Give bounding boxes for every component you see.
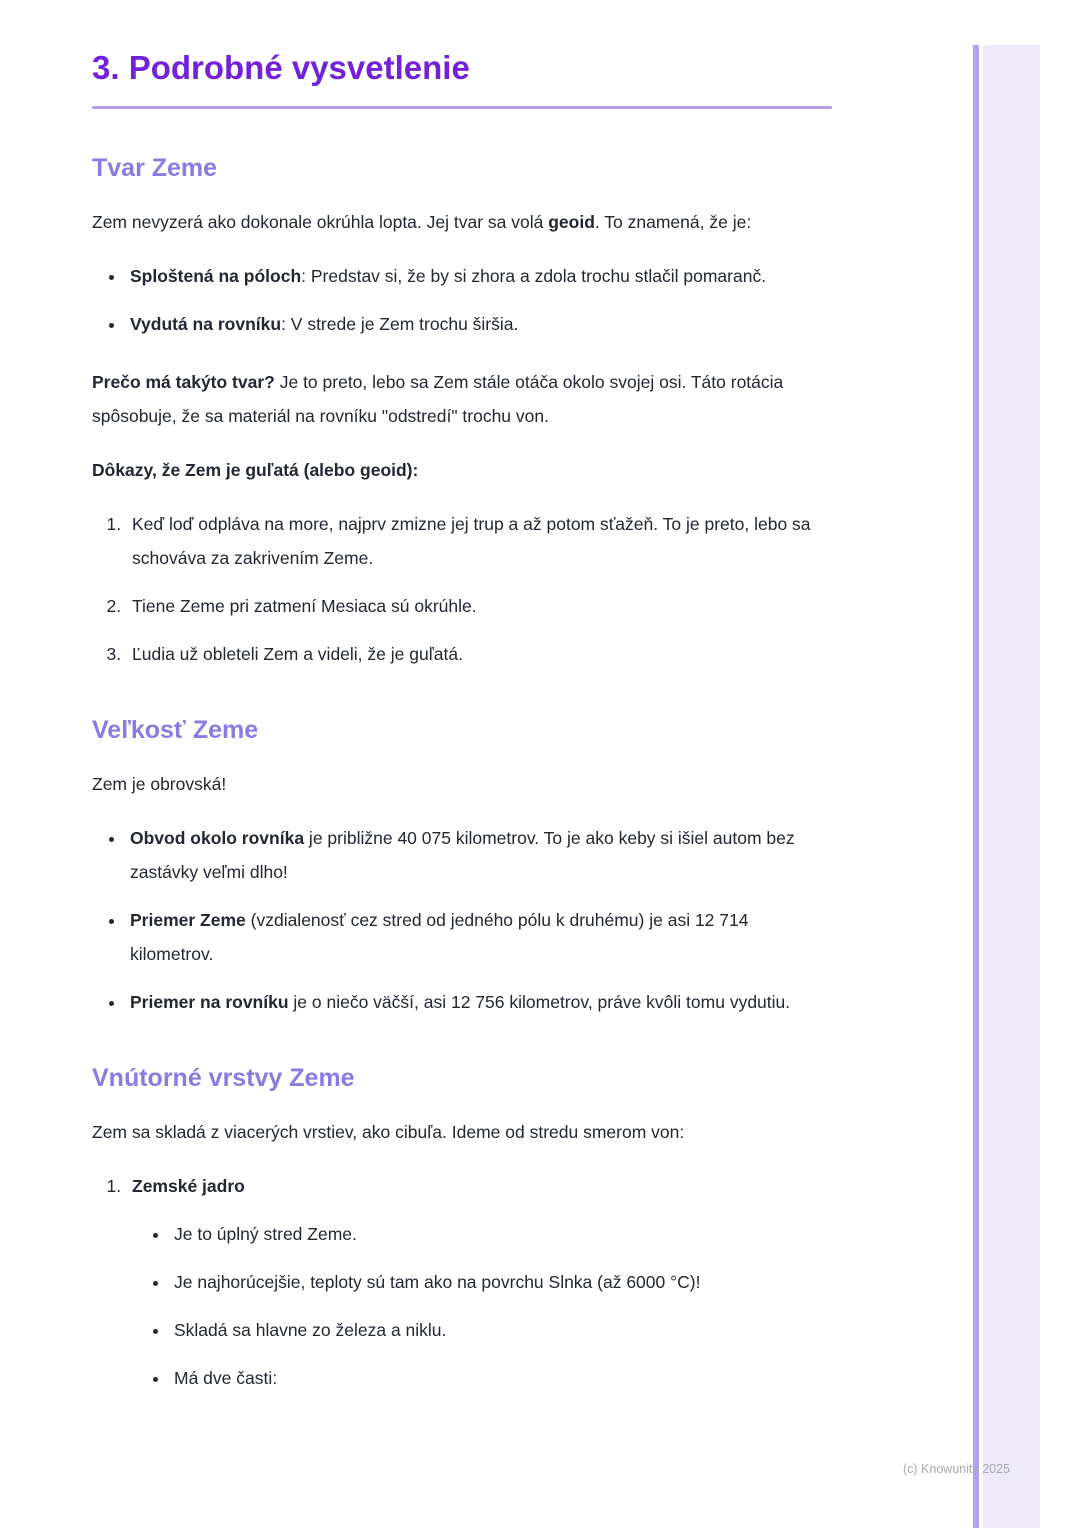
list-item [170,1265,832,1299]
list-item [126,637,832,671]
text-segment: Zem nevyzerá ako dokonale okrúhla lopta. Jej tvar sa volá [92,211,549,232]
side-accent-line [973,45,979,1528]
text-segment: Skladá sa hlavne zo železa a niklu. [174,1319,447,1340]
list-item [170,1217,832,1251]
text-segment-bold: Priemer Zeme [130,909,246,930]
list-item [126,589,832,623]
numbered-list-evidence [92,507,832,671]
text-segment: (vzdialenosť cez stred od jedného pólu k druhému) je asi 12 714 kilometrov. [130,909,749,964]
bullet-list-shape [92,259,832,341]
text-segment: Tiene Zeme pri zatmení Mesiaca sú okrúhle. [132,595,477,616]
text-segment: : V strede je Zem trochu širšia. [281,313,519,334]
text-segment-bold: Sploštená na póloch [130,265,302,286]
paragraph-evidence-heading: Dôkazy, že Zem je guľatá (alebo geoid): [92,459,419,480]
text-segment: : Predstav si, že by si zhora a zdola trochu stlačil pomaranč. [301,265,767,286]
sub-bullet-list-core [132,1217,832,1395]
text-segment-bold: Obvod okolo rovníka [130,827,305,848]
text-segment-bold: geoid [548,211,595,232]
text-segment: . To znamená, že je: [594,211,752,232]
list-item [126,985,832,1019]
text-segment-bold: Zemské jadro [132,1175,245,1196]
paragraph-shape-intro [92,205,832,239]
list-item [126,1169,832,1395]
text-segment: je približne 40 075 kilometrov. To je ako keby si išiel autom bez zastávky veľmi dlho! [130,827,795,882]
side-accent-band [983,45,1040,1528]
list-item [126,821,832,889]
text-segment-bold: Prečo má takýto tvar? [92,371,275,392]
numbered-list-layers [92,1169,832,1395]
paragraph-layers-intro: Zem sa skladá z viacerých vrstiev, ako cibuľa. Ideme od stredu smerom von: [92,1121,685,1142]
list-item [126,507,832,575]
document-content [92,48,832,1419]
text-segment: Je to úplný stred Zeme. [174,1223,357,1244]
text-segment: Je to preto, lebo sa Zem stále otáča okolo svojej osi. Táto rotácia spôsobuje, že sa materiál na rovníku "odstredí" trochu von. [92,371,784,426]
section-heading-tvar-zeme: Tvar Zeme [92,153,218,182]
list-item [170,1313,832,1347]
paragraph-why-shape [92,365,832,433]
section-heading-velkost-zeme: Veľkosť Zeme [92,715,259,744]
page-title: 3. Podrobné vysvetlenie [92,49,470,86]
text-segment: Keď loď odpláva na more, najprv zmizne jej trup a až potom sťažeň. To je preto, lebo sa schováva za zakrivením Zeme. [132,513,811,568]
list-item [170,1361,832,1395]
list-item [126,307,832,341]
text-segment: Je najhorúcejšie, teploty sú tam ako na povrchu Slnka (až 6000 °C)! [174,1271,701,1292]
list-item [126,259,832,293]
bullet-list-size [92,821,832,1019]
list-item [126,903,832,971]
footer-copyright: (c) Knowunity 2025 [903,1462,1011,1476]
section-heading-vnutorne-vrstvy: Vnútorné vrstvy Zeme [92,1063,355,1092]
paragraph-size-intro: Zem je obrovská! [92,773,227,794]
title-divider [92,106,832,109]
text-segment-bold: Vydutá na rovníku [130,313,282,334]
text-segment: Ľudia už obleteli Zem a videli, že je guľatá. [132,643,463,664]
text-segment: Má dve časti: [174,1367,278,1388]
text-segment: je o niečo väčší, asi 12 756 kilometrov, práve kvôli tomu vydutiu. [288,991,791,1012]
text-segment-bold: Priemer na rovníku [130,991,289,1012]
